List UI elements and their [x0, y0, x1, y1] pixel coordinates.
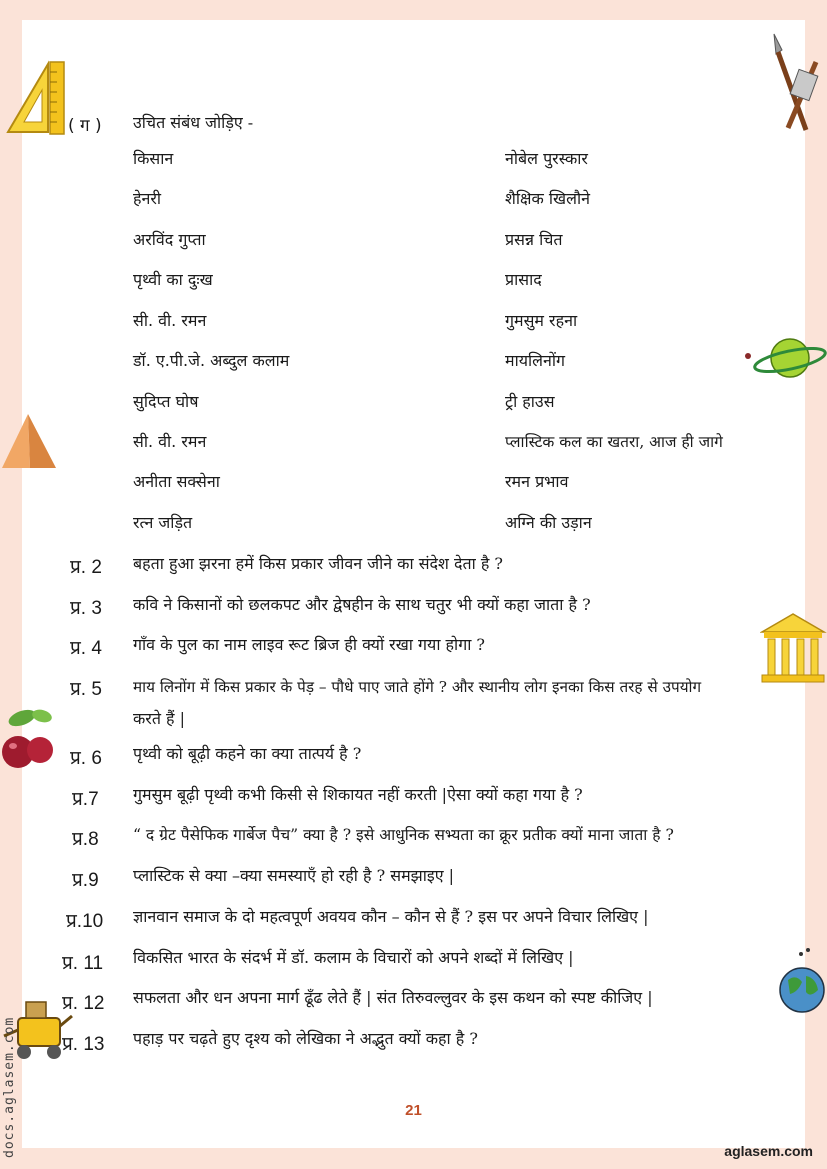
match-left-item: सुदिप्त घोष [133, 392, 199, 411]
question-text: ज्ञानवान समाज के दो महत्वपूर्ण अवयव कौन – कौन से हैं ? इस पर अपने विचार लिखिए | [133, 907, 649, 926]
question-number: प्र.9 [72, 870, 99, 891]
match-left-item: हेनरी [133, 189, 162, 208]
watermark: docs.aglasem.com [2, 1016, 17, 1158]
globe-icon [776, 946, 827, 1018]
match-left-item: पृथ्वी का दुःख [133, 270, 213, 289]
planet-icon [742, 330, 827, 386]
question-number: प्र. 6 [70, 748, 102, 769]
match-left-item: किसान [133, 149, 174, 168]
match-right-item: ट्री हाउस [505, 392, 555, 411]
question-text: कवि ने किसानों को छलकपट और द्वेषहीन के साथ चतुर भी क्यों कहा जाता है ? [133, 595, 591, 614]
question-text: “ द ग्रेट पैसेफिक गार्बेज पैच” क्या है ? इसे आधुनिक सभ्यता का क्रूर प्रतीक क्यों माना जाता है ? [133, 826, 674, 844]
question-number: प्र.10 [66, 911, 104, 932]
question-number: प्र.7 [72, 789, 99, 810]
match-right-item: प्रासाद [505, 270, 542, 289]
match-left-item: अरविंद गुप्ता [133, 230, 206, 249]
match-right-item: मायलिनोंग [505, 351, 566, 370]
match-right-item: प्रसन्न चित [505, 230, 563, 249]
temple-icon [760, 612, 827, 684]
match-right-item: नोबेल पुरस्कार [505, 149, 588, 168]
match-left-item: डॉ. ए.पी.जे. अब्दुल कलाम [133, 351, 290, 370]
question-number: प्र. 12 [62, 993, 105, 1014]
question-number: प्र. 13 [62, 1034, 105, 1055]
section-title: उचित संबंध जोड़िए - [133, 113, 254, 132]
match-right-item: प्लास्टिक कल का खतरा, आज ही जागे [505, 433, 723, 451]
question-number: प्र. 11 [62, 953, 104, 974]
question-text: सफलता और धन अपना मार्ग ढूँढ लेते हैं | संत तिरुवल्लुवर के इस कथन को स्पष्ट कीजिए | [133, 988, 653, 1007]
match-right-item: गुमसुम रहना [505, 311, 578, 330]
question-text: प्लास्टिक से क्या –क्या समस्याएँ हो रही है ? समझाइए | [133, 866, 455, 885]
question-number: प्र. 3 [70, 598, 102, 619]
question-text: गाँव के पुल का नाम लाइव रूट ब्रिज ही क्यों रखा गया होगा ? [133, 635, 486, 654]
match-left-item: सी. वी. रमन [133, 311, 207, 330]
match-right-item: रमन प्रभाव [505, 472, 569, 491]
question-text: विकसित भारत के संदर्भ में डॉ. कलाम के विचारों को अपने शब्दों में लिखिए | [133, 948, 574, 967]
question-number: प्र. 5 [70, 679, 102, 700]
match-right-item: अग्नि की उड़ान [505, 513, 592, 532]
cherries-icon [0, 706, 60, 778]
match-left-item: सी. वी. रमन [133, 432, 207, 451]
question-text: माय लिनोंग में किस प्रकार के पेड़ – पौधे पाए जाते होंगे ? और स्थानीय लोग इनका किस तरह से उपयोग [133, 678, 702, 696]
question-text-continued: करते हैं | [133, 709, 186, 728]
section-label: ( ग ) [68, 116, 102, 136]
site-name: aglasem.com [724, 1143, 813, 1159]
question-number: प्र. 2 [70, 557, 102, 578]
question-number: प्र. 4 [70, 638, 102, 659]
shovel-tools-icon [766, 32, 824, 134]
question-text: गुमसुम बूढ़ी पृथ्वी कभी किसी से शिकायत नहीं करती |ऐसा क्यों कहा गया है ? [133, 785, 583, 804]
question-number: प्र.8 [72, 829, 99, 850]
question-text: पृथ्वी को बूढ़ी कहने का क्या तात्पर्य है ? [133, 744, 362, 763]
match-right-item: शैक्षिक खिलौने [505, 189, 590, 208]
pyramid-icon [0, 412, 58, 470]
ruler-set-square-icon [4, 60, 68, 136]
question-text: पहाड़ पर चढ़ते हुए दृश्य को लेखिका ने अद्भुत क्यों कहा है ? [133, 1029, 478, 1048]
match-left-item: रत्न जड़ित [133, 513, 193, 532]
question-text: बहता हुआ झरना हमें किस प्रकार जीवन जीने का संदेश देता है ? [133, 554, 503, 573]
page-number: 21 [405, 1102, 422, 1119]
match-left-item: अनीता सक्सेना [133, 472, 220, 491]
